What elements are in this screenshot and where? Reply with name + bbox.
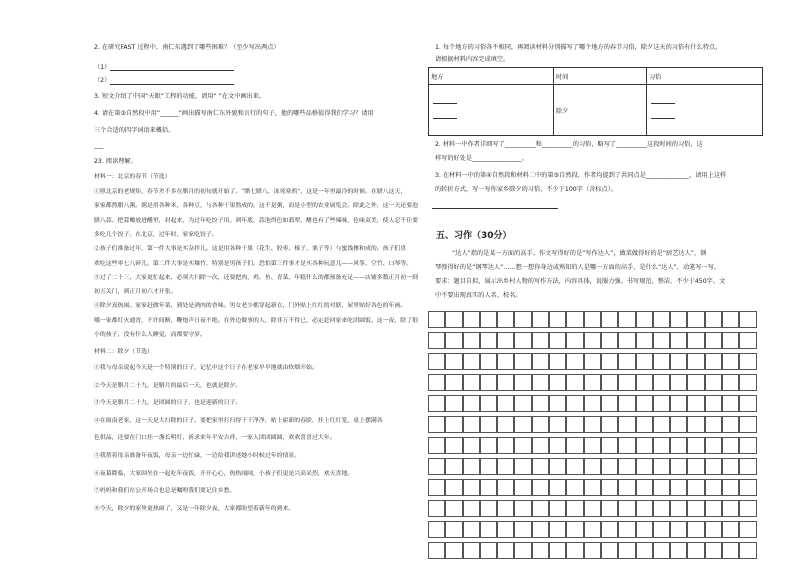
q2-answer-2-line[interactable] bbox=[110, 84, 234, 85]
grid-cell[interactable] bbox=[497, 311, 514, 328]
grid-cell[interactable] bbox=[670, 374, 687, 391]
grid-cell[interactable] bbox=[428, 458, 445, 475]
grid-cell[interactable] bbox=[618, 395, 635, 412]
question-2: 2. 在研究FAST 过程中，南仁东遇到了哪些困难？（至少写出两点） bbox=[94, 44, 280, 51]
grid-cell[interactable] bbox=[722, 479, 739, 496]
material-line: 家家都熬腊八粥。粥是用各种米，各种豆，与各种干果熬成的。这不是粥，而是小型的农业展览会。除此之外，这一天还要泡 bbox=[94, 203, 418, 210]
grid-cell[interactable] bbox=[670, 521, 687, 538]
grid-cell[interactable] bbox=[636, 311, 653, 328]
material-line: ①我与母亲说起今天是一个特别的日子，记忆中这个日子在老家早早地就由炊烟开始。 bbox=[94, 365, 318, 371]
material-line: ⑥夜幕降临，大家围坐在一起吃年夜饭，开开心心，热热闹闹，小孩子们更是兴高采烈，欢天喜地。 bbox=[94, 470, 354, 477]
essay-prompt-line-4: 中不要出现真实的人名、校名。 bbox=[435, 292, 522, 299]
grid-cell[interactable] bbox=[670, 395, 687, 412]
grid-row bbox=[428, 395, 757, 412]
grid-cell[interactable] bbox=[722, 374, 739, 391]
grid-row bbox=[428, 437, 757, 454]
grid-cell[interactable] bbox=[653, 374, 670, 391]
grid-cell[interactable] bbox=[463, 458, 480, 475]
grid-cell[interactable] bbox=[601, 479, 618, 496]
grid-cell[interactable] bbox=[618, 416, 635, 433]
grid-cell[interactable] bbox=[480, 353, 497, 370]
table-custom-cell[interactable] bbox=[647, 85, 763, 136]
grid-cell[interactable] bbox=[566, 479, 583, 496]
grid-cell[interactable] bbox=[722, 311, 739, 328]
grid-cell[interactable] bbox=[463, 479, 480, 496]
grid-cell[interactable] bbox=[670, 542, 687, 559]
grid-cell[interactable] bbox=[584, 416, 601, 433]
grid-cell[interactable] bbox=[618, 437, 635, 454]
grid-cell[interactable] bbox=[653, 395, 670, 412]
right-question-1-line-2: 请根据材料内容完成填空。 bbox=[435, 56, 510, 63]
grid-cell[interactable] bbox=[670, 353, 687, 370]
grid-cell[interactable] bbox=[514, 353, 531, 370]
grid-cell[interactable] bbox=[463, 416, 480, 433]
grid-cell[interactable] bbox=[618, 521, 635, 538]
grid-cell[interactable] bbox=[497, 395, 514, 412]
grid-cell[interactable] bbox=[653, 311, 670, 328]
grid-cell[interactable] bbox=[445, 311, 462, 328]
grid-cell[interactable] bbox=[687, 542, 704, 559]
grid-cell[interactable] bbox=[549, 416, 566, 433]
table-place-cell[interactable] bbox=[429, 85, 554, 136]
grid-cell[interactable] bbox=[584, 311, 601, 328]
grid-cell[interactable] bbox=[566, 521, 583, 538]
grid-cell[interactable] bbox=[601, 458, 618, 475]
grid-cell[interactable] bbox=[463, 374, 480, 391]
grid-cell[interactable] bbox=[739, 395, 756, 412]
grid-cell[interactable] bbox=[705, 500, 722, 517]
question-4-line-1: 4. 请在第③自然段中用“______”画出描写南仁东外貌和言行的句子，他的哪些品格值得我们学习？请用 bbox=[94, 110, 374, 117]
grid-cell[interactable] bbox=[601, 311, 618, 328]
grid-cell[interactable] bbox=[618, 500, 635, 517]
material-line: ①照北京的老规矩，春节差不多在腊月的初旬就开始了。“腊七腊八，冻死寒鸦”，这是一年里最冷的时候。在腊八这天， bbox=[94, 189, 407, 195]
grid-cell[interactable] bbox=[584, 542, 601, 559]
grid-row bbox=[428, 479, 757, 496]
grid-cell[interactable] bbox=[445, 479, 462, 496]
material-line: 腊八蒜。把蒜瓣放进醋里，封起来，为过年吃饺子用。到年底，蒜泡得色如翡翠，醋也有了些辣味，色味双美，使人忍不住要 bbox=[94, 217, 418, 224]
grid-cell[interactable] bbox=[653, 500, 670, 517]
grid-cell[interactable] bbox=[687, 458, 704, 475]
question-4-line-2: 三个合适的四字词语来概括。 bbox=[94, 127, 175, 134]
grid-cell[interactable] bbox=[480, 458, 497, 475]
grid-cell[interactable] bbox=[739, 416, 756, 433]
grid-cell[interactable] bbox=[601, 500, 618, 517]
grid-cell[interactable] bbox=[653, 458, 670, 475]
grid-row bbox=[428, 332, 757, 349]
grid-cell[interactable] bbox=[566, 542, 583, 559]
grid-cell[interactable] bbox=[687, 311, 704, 328]
grid-cell[interactable] bbox=[601, 542, 618, 559]
grid-cell[interactable] bbox=[653, 332, 670, 349]
grid-cell[interactable] bbox=[739, 458, 756, 475]
grid-cell[interactable] bbox=[566, 353, 583, 370]
grid-cell[interactable] bbox=[739, 353, 756, 370]
grid-cell[interactable] bbox=[497, 458, 514, 475]
grid-cell[interactable] bbox=[601, 374, 618, 391]
grid-cell[interactable] bbox=[514, 332, 531, 349]
grid-cell[interactable] bbox=[705, 374, 722, 391]
grid-cell[interactable] bbox=[549, 458, 566, 475]
grid-cell[interactable] bbox=[601, 416, 618, 433]
grid-cell[interactable] bbox=[532, 416, 549, 433]
grid-cell[interactable] bbox=[497, 479, 514, 496]
grid-cell[interactable] bbox=[532, 353, 549, 370]
grid-cell[interactable] bbox=[636, 395, 653, 412]
grid-cell[interactable] bbox=[670, 500, 687, 517]
material-line: 多吃几个饺子。在北京，过年时，家家吃饺子。 bbox=[94, 231, 218, 238]
grid-cell[interactable] bbox=[549, 521, 566, 538]
grid-cell[interactable] bbox=[705, 542, 722, 559]
grid-cell[interactable] bbox=[722, 332, 739, 349]
table-head-custom: 习俗 bbox=[647, 68, 763, 85]
grid-cell[interactable] bbox=[653, 521, 670, 538]
grid-cell[interactable] bbox=[687, 521, 704, 538]
grid-cell[interactable] bbox=[705, 416, 722, 433]
grid-cell[interactable] bbox=[532, 500, 549, 517]
grid-cell[interactable] bbox=[705, 311, 722, 328]
grid-cell[interactable] bbox=[687, 500, 704, 517]
grid-cell[interactable] bbox=[445, 416, 462, 433]
grid-cell[interactable] bbox=[428, 416, 445, 433]
grid-cell[interactable] bbox=[532, 437, 549, 454]
grid-cell[interactable] bbox=[532, 374, 549, 391]
grid-cell[interactable] bbox=[566, 458, 583, 475]
grid-row bbox=[428, 353, 757, 370]
grid-cell[interactable] bbox=[514, 395, 531, 412]
grid-cell[interactable] bbox=[636, 437, 653, 454]
grid-row bbox=[428, 416, 757, 433]
material-1-title: 材料一：北京的春节（节选） bbox=[94, 174, 171, 180]
grid-cell[interactable] bbox=[549, 542, 566, 559]
question-3: 3. 短文介绍了中国“天眼”工程的功能，请用“ ”在文中画出来。 bbox=[94, 93, 266, 100]
grid-cell[interactable] bbox=[566, 311, 583, 328]
grid-cell[interactable] bbox=[670, 332, 687, 349]
grid-cell[interactable] bbox=[428, 521, 445, 538]
question-23: 23. 阅读理解。 bbox=[94, 158, 137, 165]
material-line: 哪一家都灯火通宵，不许间断，鞭炮声日夜不绝。在外边做事的人，除非万不得已，必定赶回家来吃团圆饭。这一夜，除了很 bbox=[94, 317, 418, 324]
material-line: ②今天是腊月二十九，是腊月的最后一天，也就是除夕。 bbox=[94, 382, 242, 389]
essay-prompt-line-3: 要求：题目自拟，展示出乡村人物的写作方法，内容具体，说服力强。书写规范、整洁，不少于450字。文 bbox=[435, 278, 726, 285]
section-5-title: 五、习作（30分） bbox=[436, 231, 512, 241]
right-question-2-line-2: 样写的好处是________________。 bbox=[435, 155, 528, 162]
grid-cell[interactable] bbox=[705, 353, 722, 370]
grid-cell[interactable] bbox=[653, 353, 670, 370]
grid-cell[interactable] bbox=[739, 332, 756, 349]
material-line: ②孩子们准备过年，第一件大事是买杂拌儿。这是用各种干果（花生、胶枣、榛子、栗子等）与蜜饯掺和成的。孩子们喜 bbox=[94, 246, 407, 253]
grid-cell[interactable] bbox=[497, 332, 514, 349]
material-line: 色供品，还要在门口挂一盏长明灯，祈求来年平安吉祥，一家人团团圆圆，欢欢喜喜过大年。 bbox=[94, 435, 336, 442]
table-time-cell: 除夕 bbox=[554, 85, 647, 136]
grid-cell[interactable] bbox=[739, 374, 756, 391]
grid-cell[interactable] bbox=[566, 500, 583, 517]
grid-cell[interactable] bbox=[722, 353, 739, 370]
grid-cell[interactable] bbox=[739, 542, 756, 559]
grid-cell[interactable] bbox=[497, 416, 514, 433]
grid-cell[interactable] bbox=[739, 500, 756, 517]
grid-cell[interactable] bbox=[636, 542, 653, 559]
grid-cell[interactable] bbox=[566, 374, 583, 391]
grid-cell[interactable] bbox=[584, 458, 601, 475]
grid-cell[interactable] bbox=[428, 500, 445, 517]
grid-cell[interactable] bbox=[480, 395, 497, 412]
grid-cell[interactable] bbox=[739, 479, 756, 496]
grid-cell[interactable] bbox=[636, 416, 653, 433]
grid-cell[interactable] bbox=[653, 542, 670, 559]
grid-cell[interactable] bbox=[497, 542, 514, 559]
grid-cell[interactable] bbox=[584, 374, 601, 391]
grid-row bbox=[428, 374, 757, 391]
grid-cell[interactable] bbox=[480, 479, 497, 496]
customs-table bbox=[428, 67, 763, 136]
grid-cell[interactable] bbox=[705, 437, 722, 454]
essay-prompt-line-2: 琴弹得好的是“钢琴达人”……想一想你身边或熟知的人是哪一方面的高手，是什么“达人”，动笔写一写。 bbox=[435, 264, 721, 271]
grid-row bbox=[428, 521, 757, 538]
grid-cell[interactable] bbox=[480, 500, 497, 517]
grid-cell[interactable] bbox=[636, 458, 653, 475]
grid-cell[interactable] bbox=[584, 437, 601, 454]
grid-cell[interactable] bbox=[549, 500, 566, 517]
grid-row bbox=[428, 500, 757, 517]
material-line: ⑦妈妈和我们在公开场合也总是嘱咐我们要记住乡愁。 bbox=[94, 488, 236, 495]
grid-cell[interactable] bbox=[653, 437, 670, 454]
grid-cell[interactable] bbox=[618, 332, 635, 349]
grid-cell[interactable] bbox=[687, 437, 704, 454]
grid-cell[interactable] bbox=[705, 458, 722, 475]
grid-cell[interactable] bbox=[549, 395, 566, 412]
grid-cell[interactable] bbox=[463, 332, 480, 349]
grid-cell[interactable] bbox=[687, 374, 704, 391]
grid-cell[interactable] bbox=[601, 437, 618, 454]
grid-cell[interactable] bbox=[722, 500, 739, 517]
grid-cell[interactable] bbox=[670, 479, 687, 496]
grid-cell[interactable] bbox=[497, 353, 514, 370]
grid-cell[interactable] bbox=[532, 542, 549, 559]
grid-cell[interactable] bbox=[463, 500, 480, 517]
grid-cell[interactable] bbox=[514, 416, 531, 433]
grid-cell[interactable] bbox=[636, 479, 653, 496]
grid-cell[interactable] bbox=[514, 311, 531, 328]
grid-cell[interactable] bbox=[480, 374, 497, 391]
grid-cell[interactable] bbox=[428, 479, 445, 496]
right-question-1-line-1: 1. 每个地方的习俗各不相同，再阅读材料分别描写了哪个地方的春节习俗，除夕这天的习俗有什么特点， bbox=[435, 44, 722, 51]
grid-cell[interactable] bbox=[687, 353, 704, 370]
grid-cell[interactable] bbox=[532, 395, 549, 412]
grid-cell[interactable] bbox=[687, 479, 704, 496]
q2-answer-2-label: （2） bbox=[94, 77, 111, 84]
grid-cell[interactable] bbox=[566, 332, 583, 349]
grid-cell[interactable] bbox=[636, 521, 653, 538]
right-question-3-line-1: 3. 在材料一中的第④自然段和材料二中的第⑤自然段，作者均提到了共同点是______________，请用上这样 bbox=[435, 172, 727, 179]
grid-cell[interactable] bbox=[514, 479, 531, 496]
grid-cell[interactable] bbox=[480, 521, 497, 538]
grid-cell[interactable] bbox=[480, 437, 497, 454]
grid-cell[interactable] bbox=[428, 311, 445, 328]
grid-cell[interactable] bbox=[687, 416, 704, 433]
q2-answer-1-label: （1） bbox=[94, 64, 111, 71]
grid-cell[interactable] bbox=[739, 521, 756, 538]
grid-cell[interactable] bbox=[566, 416, 583, 433]
grid-cell[interactable] bbox=[463, 521, 480, 538]
grid-cell[interactable] bbox=[514, 521, 531, 538]
grid-cell[interactable] bbox=[584, 395, 601, 412]
grid-row bbox=[428, 542, 757, 559]
grid-cell[interactable] bbox=[463, 353, 480, 370]
grid-cell[interactable] bbox=[566, 437, 583, 454]
grid-cell[interactable] bbox=[636, 374, 653, 391]
grid-cell[interactable] bbox=[532, 311, 549, 328]
grid-cell[interactable] bbox=[670, 437, 687, 454]
grid-cell[interactable] bbox=[618, 311, 635, 328]
grid-cell[interactable] bbox=[445, 374, 462, 391]
grid-cell[interactable] bbox=[532, 458, 549, 475]
essay-prompt-line-1: “达人”指的是某一方面的高手。作文写得好的是“写作达人”，做菜做得好的是“厨艺达人”，钢 bbox=[452, 250, 707, 257]
grid-cell[interactable] bbox=[739, 311, 756, 328]
grid-cell[interactable] bbox=[445, 395, 462, 412]
material-line: ③过了二十三，大家更忙起来，必须大扫除一次，还要把肉、鸡、鱼、青菜、年糕什么的都预备充足——店铺多数正月初一到 bbox=[94, 274, 418, 281]
grid-cell[interactable] bbox=[480, 542, 497, 559]
material-line: ⑤我帮着母亲准备年夜饭，母亲一边忙碌，一边给我讲述她小时候过年的情景。 bbox=[94, 453, 301, 459]
grid-cell[interactable] bbox=[463, 311, 480, 328]
grid-cell[interactable] bbox=[601, 353, 618, 370]
grid-cell[interactable] bbox=[618, 479, 635, 496]
grid-cell[interactable] bbox=[687, 395, 704, 412]
grid-cell[interactable] bbox=[636, 332, 653, 349]
grid-cell[interactable] bbox=[428, 437, 445, 454]
grid-cell[interactable] bbox=[532, 479, 549, 496]
grid-cell[interactable] bbox=[532, 332, 549, 349]
grid-cell[interactable] bbox=[722, 542, 739, 559]
question-4-answer-line[interactable]: ___ bbox=[94, 142, 104, 149]
grid-cell[interactable] bbox=[497, 374, 514, 391]
grid-cell[interactable] bbox=[584, 353, 601, 370]
grid-cell[interactable] bbox=[532, 521, 549, 538]
grid-cell[interactable] bbox=[463, 542, 480, 559]
grid-cell[interactable] bbox=[549, 437, 566, 454]
material-line: 小的孩子，没有什么人睡觉，而都要守岁。 bbox=[94, 332, 206, 338]
grid-cell[interactable] bbox=[514, 458, 531, 475]
grid-cell[interactable] bbox=[584, 500, 601, 517]
material-line: ⑧今天，除夕的家里更热闹了，又是一年除夕夜，大家都盼望着新年的到来。 bbox=[94, 505, 295, 512]
grid-cell[interactable] bbox=[514, 374, 531, 391]
grid-cell[interactable] bbox=[670, 458, 687, 475]
grid-cell[interactable] bbox=[653, 416, 670, 433]
right-question-3-line-2: 的转折方式，写一写你家乡除夕的习俗，不少于100字（含标点）。 bbox=[435, 186, 617, 193]
grid-cell[interactable] bbox=[670, 311, 687, 328]
table-head-place: 地方 bbox=[429, 68, 554, 85]
grid-cell[interactable] bbox=[549, 479, 566, 496]
grid-cell[interactable] bbox=[480, 332, 497, 349]
grid-cell[interactable] bbox=[428, 374, 445, 391]
grid-cell[interactable] bbox=[687, 332, 704, 349]
grid-cell[interactable] bbox=[705, 332, 722, 349]
grid-cell[interactable] bbox=[514, 500, 531, 517]
grid-cell[interactable] bbox=[463, 437, 480, 454]
grid-cell[interactable] bbox=[618, 458, 635, 475]
table-head-time: 时间 bbox=[554, 68, 647, 85]
grid-cell[interactable] bbox=[514, 542, 531, 559]
grid-cell[interactable] bbox=[636, 500, 653, 517]
grid-cell[interactable] bbox=[445, 332, 462, 349]
grid-cell[interactable] bbox=[428, 542, 445, 559]
right-question-3-answer-line[interactable] bbox=[432, 208, 558, 209]
right-question-2-line-1: 2. 材料一中作者详细写了__________和__________的习俗，略写了__________这段时间的习俗，这 bbox=[435, 141, 703, 148]
grid-cell[interactable] bbox=[705, 479, 722, 496]
grid-cell[interactable] bbox=[445, 521, 462, 538]
grid-cell[interactable] bbox=[445, 437, 462, 454]
grid-cell[interactable] bbox=[497, 500, 514, 517]
grid-cell[interactable] bbox=[722, 521, 739, 538]
grid-cell[interactable] bbox=[618, 353, 635, 370]
grid-cell[interactable] bbox=[480, 416, 497, 433]
grid-cell[interactable] bbox=[653, 479, 670, 496]
grid-cell[interactable] bbox=[549, 374, 566, 391]
material-line: 初五关门，到正月初六才开张。 bbox=[94, 289, 177, 296]
grid-cell[interactable] bbox=[497, 437, 514, 454]
grid-cell[interactable] bbox=[618, 542, 635, 559]
grid-cell[interactable] bbox=[705, 395, 722, 412]
material-line: ④除夕真热闹。家家赶做年菜，到处是酒肉的香味。男女老少都穿起新衣，门外贴上红红的对联，屋里贴好各色的年画。 bbox=[94, 303, 407, 310]
grid-cell[interactable] bbox=[601, 395, 618, 412]
material-line: 欢吃这些零七八碎儿。第二件大事是买爆竹，特别是男孩子们。恐怕第三件事才是买各种玩意儿——风筝、空竹、口琴等。 bbox=[94, 260, 413, 267]
grid-cell[interactable] bbox=[618, 374, 635, 391]
grid-cell[interactable] bbox=[549, 311, 566, 328]
grid-cell[interactable] bbox=[601, 332, 618, 349]
grid-cell[interactable] bbox=[445, 458, 462, 475]
grid-cell[interactable] bbox=[739, 437, 756, 454]
grid-cell[interactable] bbox=[428, 395, 445, 412]
grid-cell[interactable] bbox=[722, 416, 739, 433]
grid-cell[interactable] bbox=[584, 521, 601, 538]
grid-cell[interactable] bbox=[722, 458, 739, 475]
material-line: ③今天是腊月二十九，是团圆的日子，也是迎新的日子。 bbox=[94, 400, 242, 407]
grid-cell[interactable] bbox=[445, 542, 462, 559]
grid-cell[interactable] bbox=[463, 395, 480, 412]
grid-cell[interactable] bbox=[549, 332, 566, 349]
grid-cell[interactable] bbox=[601, 521, 618, 538]
q2-answer-1-line[interactable] bbox=[110, 70, 234, 71]
grid-cell[interactable] bbox=[497, 521, 514, 538]
material-line: ④在闽南老家，这一天是大扫除的日子。要把家里打扫得干干净净，贴上崭新的春联，挂上红灯笼，桌上摆满各 bbox=[94, 417, 383, 424]
grid-cell[interactable] bbox=[636, 353, 653, 370]
grid-cell[interactable] bbox=[722, 395, 739, 412]
grid-row bbox=[428, 458, 757, 475]
grid-cell[interactable] bbox=[705, 521, 722, 538]
grid-cell[interactable] bbox=[428, 332, 445, 349]
grid-cell[interactable] bbox=[566, 395, 583, 412]
grid-cell[interactable] bbox=[584, 332, 601, 349]
grid-cell[interactable] bbox=[722, 437, 739, 454]
grid-cell[interactable] bbox=[480, 311, 497, 328]
grid-cell[interactable] bbox=[549, 353, 566, 370]
material-2-title: 材料二：除夕（节选） bbox=[94, 349, 153, 355]
grid-cell[interactable] bbox=[428, 353, 445, 370]
grid-row bbox=[428, 311, 757, 328]
grid-cell[interactable] bbox=[584, 479, 601, 496]
grid-cell[interactable] bbox=[514, 437, 531, 454]
grid-cell[interactable] bbox=[445, 500, 462, 517]
grid-cell[interactable] bbox=[445, 353, 462, 370]
grid-cell[interactable] bbox=[670, 416, 687, 433]
